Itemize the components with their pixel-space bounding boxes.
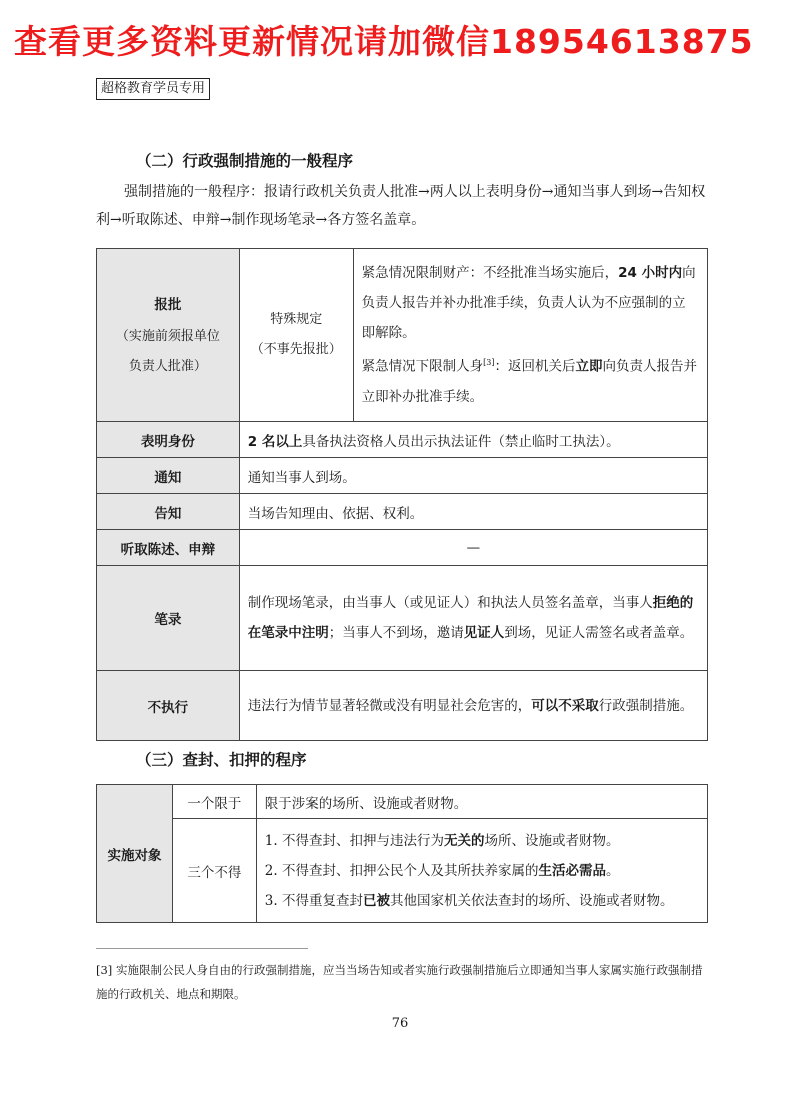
hear-label: 听取陈述、申辩 bbox=[97, 530, 240, 566]
prohibit-item-1: 1. 不得查封、扣押与违法行为无关的场所、设施或者财物。 bbox=[264, 832, 620, 849]
limit-text: 限于涉案的场所、设施或者财物。 bbox=[256, 785, 707, 819]
contact-banner: 查看更多资料更新情况请加微信18954613875 bbox=[14, 22, 754, 61]
emergency-person-text: 紧急情况下限制人身[3]：返回机关后立即向负责人报告并立即补办批准手续。 bbox=[361, 358, 697, 405]
footnote-text: 实施限制公民人身自由的行政强制措施，应当当场告知或者实施行政强制措施后立即通知当事人家属实施行政强制措施的行政机关、地点和期限。 bbox=[96, 963, 703, 1001]
prohibit-label: 三个不得 bbox=[172, 819, 256, 923]
inform-label: 告知 bbox=[97, 494, 240, 530]
watermark-tag: 超格教育学员专用 bbox=[96, 78, 210, 100]
special-rule-cell bbox=[239, 249, 353, 422]
special-rule-note: （不事先报批） bbox=[250, 342, 342, 357]
nonexec-text: 违法行为情节显著轻微或没有明显社会危害的，可以不采取行政强制措施。 bbox=[239, 671, 707, 741]
special-rule-label: 特殊规定 bbox=[270, 312, 323, 327]
prohibit-list bbox=[256, 819, 707, 923]
section-3-heading: （三）查封、扣押的程序 bbox=[136, 750, 307, 769]
identity-text: 2 名以上具备执法资格人员出示执法证件（禁止临时工执法）。 bbox=[239, 422, 707, 458]
emergency-property-text: 紧急情况限制财产：不经批准当场实施后，24 小时内向负责人报告并补办批准手续，负责人认为不应强制的立即解除。 bbox=[361, 265, 696, 342]
target-label: 实施对象 bbox=[97, 785, 173, 923]
footnote-marker: [3] bbox=[96, 963, 113, 977]
section-2-heading: （二）行政强制措施的一般程序 bbox=[136, 151, 354, 170]
section-2-intro: 强制措施的一般程序：报请行政机关负责人批准→两人以上表明身份→通知当事人到场→告知权利→听取陈述、申辩→制作现场笔录→各方签名盖章。 bbox=[96, 184, 706, 228]
notify-label: 通知 bbox=[97, 458, 240, 494]
nonexec-label: 不执行 bbox=[97, 671, 240, 741]
special-rule-text bbox=[353, 249, 707, 422]
footnote-ref: [3] bbox=[483, 358, 495, 368]
procedure-table bbox=[96, 248, 708, 741]
seizure-table bbox=[96, 784, 708, 923]
footnote-divider bbox=[96, 948, 308, 949]
page-number: 76 bbox=[391, 1016, 409, 1031]
prohibit-item-3: 3. 不得重复查封已被其他国家机关依法查封的场所、设施或者财物。 bbox=[264, 892, 674, 909]
identity-label: 表明身份 bbox=[97, 422, 240, 458]
hear-text: — bbox=[239, 530, 707, 566]
record-text: 制作现场笔录，由当事人（或见证人）和执法人员签名盖章，当事人拒绝的在笔录中注明；当事人不到场，邀请见证人到场，见证人需签名或者盖章。 bbox=[239, 566, 707, 671]
notify-text: 通知当事人到场。 bbox=[239, 458, 707, 494]
approve-label-cell bbox=[97, 249, 240, 422]
approve-note-1: （实施前须报单位 bbox=[115, 329, 220, 344]
approve-label: 报批 bbox=[154, 297, 182, 313]
prohibit-item-2: 2. 不得查封、扣押公民个人及其所扶养家属的生活必需品。 bbox=[264, 862, 620, 879]
footnote bbox=[96, 958, 708, 1006]
approve-note-2: 负责人批准） bbox=[128, 359, 207, 374]
limit-label: 一个限于 bbox=[172, 785, 256, 819]
inform-text: 当场告知理由、依据、权利。 bbox=[239, 494, 707, 530]
record-label: 笔录 bbox=[97, 566, 240, 671]
